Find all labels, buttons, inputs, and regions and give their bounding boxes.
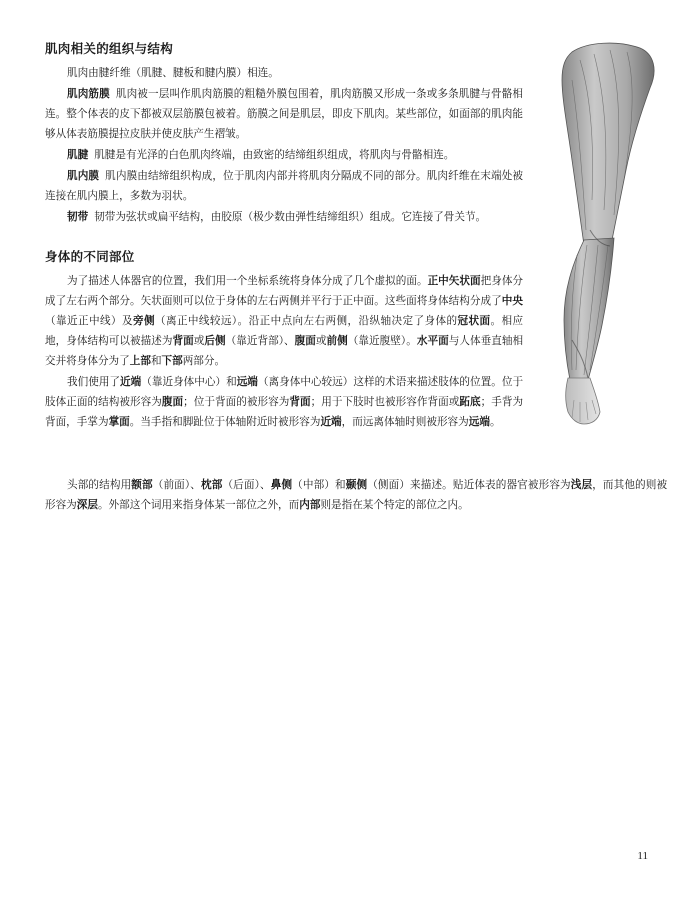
paragraph-tendon xyxy=(45,145,523,165)
section-spacer xyxy=(45,228,523,248)
paragraph-head-terms: 头部的结构用额部（前面）、枕部（后面）、鼻侧（中部）和颞侧（侧面）来描述。贴近体表的器官被形容为浅层，而其他的则被形容为深层。外部这个词用来指身体某一部位之外，而内部则是指在某个特定的部位之内。 xyxy=(45,479,668,511)
paragraph-limb-terms: 我们使用了近端（靠近身体中心）和远端（离身体中心较远）这样的术语来描述肢体的位置。位于肢体正面的结构被形容为腹面；位于背面的被形容为背面；用于下肢时也被形容作背面或跖底；手背为背面，手掌为掌面。当手指和脚趾位于体轴附近时被形容为近端，而远离体轴时则被形容为远端。 xyxy=(45,376,524,428)
text-tendon: 肌腱是有光泽的白色肌肉终端，由致密的结缔组织组成，将肌肉与骨骼相连。 xyxy=(94,149,455,161)
text-muscle-fascia: 肌肉被一层叫作肌肉筋膜的粗糙外膜包围着，肌肉筋膜又形成一条或多条肌腱与骨骼相连。整个体表的皮下都被双层筋膜包被着。筋膜之间是肌层，即皮下肌肉。某些部位，如面部的肌肉能够从体表筋膜提拉皮肤并使皮肤产生褶皱。 xyxy=(45,88,524,140)
term-endomysium: 肌内膜 xyxy=(67,170,100,182)
section-title-tissues: 肌肉相关的组织与结构 xyxy=(45,41,174,56)
term-muscle-fascia: 肌肉筋膜 xyxy=(67,88,110,100)
text-wide-block xyxy=(45,475,667,516)
paragraph-ligament xyxy=(45,207,523,227)
text-endomysium: 肌内膜由结缔组织构成，位于肌肉内部并将肌肉分隔成不同的部分。肌肉纤维在末端处被连接在肌内膜上，多数为羽状。 xyxy=(45,170,524,202)
paragraph-muscle-fascia xyxy=(45,84,523,144)
paragraph-body-planes: 为了描述人体器官的位置，我们用一个坐标系统将身体分成了几个虚拟的面。正中矢状面把身体分成了左右两个部分。矢状面则可以位于身体的左右两侧并平行于正中面。这些面将身体结构分成了中央（靠近正中线）及旁侧（离正中线较远）。沿正中点向左右两侧，沿纵轴决定了身体的冠状面。相应地，身体结构可以被描述为背面或后侧（靠近背部）、腹面或前侧（靠近腹壁）。水平面与人体垂直轴相交并将身体分为了上部和下部两部分。 xyxy=(45,275,524,367)
paragraph-endomysium xyxy=(45,166,523,206)
text-column xyxy=(45,40,523,433)
term-ligament: 韧带 xyxy=(67,211,89,223)
term-tendon: 肌腱 xyxy=(67,149,89,161)
paragraph-intro: 肌肉由腱纤维（肌腱、腱板和腱内膜）相连。 xyxy=(67,67,279,79)
section-title-body-parts: 身体的不同部位 xyxy=(45,249,135,264)
arm-muscle-illustration xyxy=(532,40,662,435)
page-number: 11 xyxy=(637,850,648,862)
text-ligament: 韧带为弦状或扁平结构，由胶原（极少数由弹性结缔组织）组成。它连接了骨关节。 xyxy=(94,211,487,223)
